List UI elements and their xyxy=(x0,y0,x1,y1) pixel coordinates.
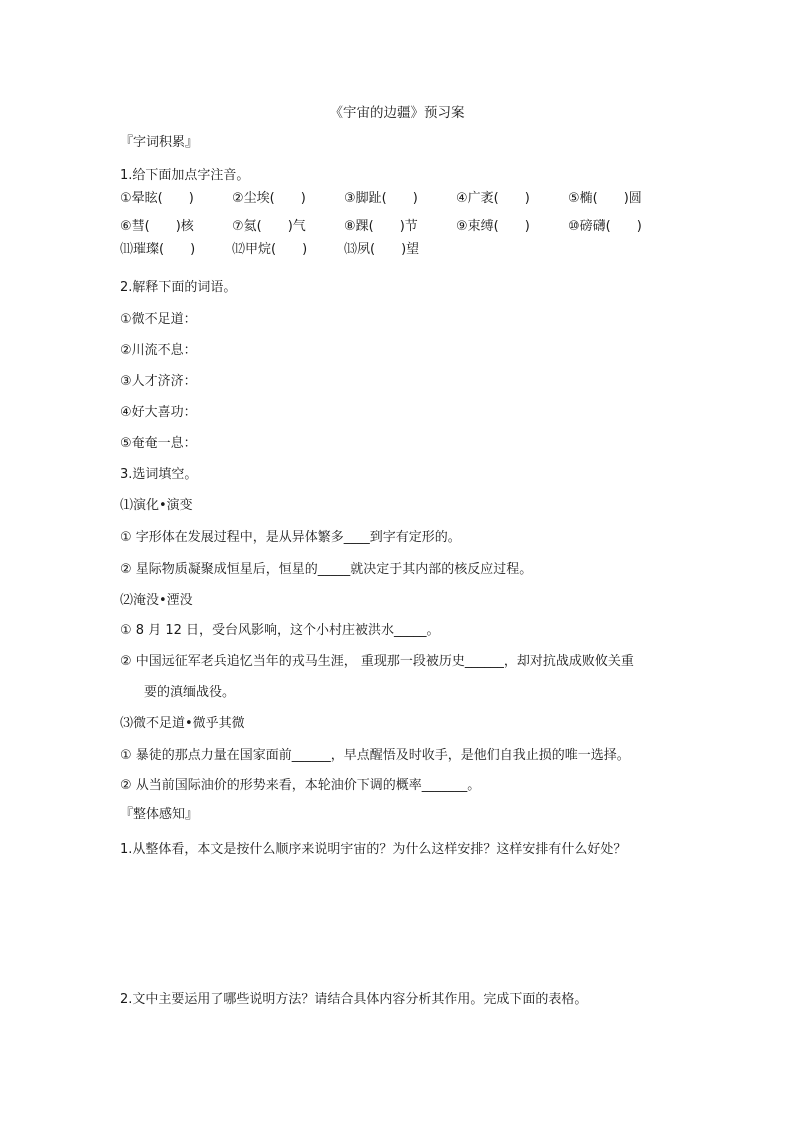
term-item: ③人才济济： xyxy=(120,374,197,389)
pinyin-item: ⑥彗( )核 xyxy=(120,219,194,234)
pinyin-item: ⑩磅礴( ) xyxy=(568,219,642,234)
pinyin-item: ⑨束缚( ) xyxy=(456,219,530,234)
pinyin-item: ⑿甲烷( ) xyxy=(232,242,308,257)
pinyin-item: ④广袤( ) xyxy=(456,191,530,206)
term-item: ①微不足道： xyxy=(120,312,197,327)
word-group-label: ⑶微不足道•微乎其微 xyxy=(120,716,245,731)
overall-question-1: 1.从整体看，本文是按什么顺序来说明宇宙的？为什么这样安排？这样安排有什么好处？ xyxy=(120,842,627,857)
pinyin-item: ⒀夙( )望 xyxy=(344,242,420,257)
pinyin-item: ⑤椭( )圆 xyxy=(568,191,642,206)
fill-blank-sentence: ② 从当前国际油价的形势来看，本轮油价下调的概率_______。 xyxy=(120,778,481,793)
question-1-prompt: 1.给下面加点字注音。 xyxy=(120,168,250,183)
term-item: ④好大喜功： xyxy=(120,405,197,420)
page-title: 《宇宙的边疆》预习案 xyxy=(329,105,465,121)
term-item: ⑤奄奄一息： xyxy=(120,436,197,451)
word-group-label: ⑵淹没•湮没 xyxy=(120,593,193,608)
question-2-prompt: 2.解释下面的词语。 xyxy=(120,280,237,295)
fill-blank-sentence: ② 星际物质凝聚成恒星后，恒星的_____就决定于其内部的核反应过程。 xyxy=(120,562,533,577)
section-heading-vocab: 『字词积累』 xyxy=(120,135,199,150)
pinyin-item: ②尘埃( ) xyxy=(232,191,306,206)
section-heading-overall: 『整体感知』 xyxy=(120,807,199,822)
fill-blank-sentence-continued: 要的滇缅战役。 xyxy=(144,685,236,700)
word-group-label: ⑴演化•演变 xyxy=(120,498,193,513)
pinyin-item: ⑦氦( )气 xyxy=(232,219,306,234)
fill-blank-sentence: ① 暴徒的那点力量在国家面前______，早点醒悟及时收手，是他们自我止损的唯一选择。 xyxy=(120,748,630,763)
overall-question-2: 2.文中主要运用了哪些说明方法？请结合具体内容分析其作用。完成下面的表格。 xyxy=(120,992,588,1007)
question-3-prompt: 3.选词填空。 xyxy=(120,467,198,482)
fill-blank-sentence: ② 中国远征军老兵追忆当年的戎马生涯， 重现那一段被历史______，却对抗战成败攸关重 xyxy=(120,654,634,669)
pinyin-item: ①晕眩( ) xyxy=(120,191,194,206)
pinyin-item: ③脚趾( ) xyxy=(344,191,418,206)
fill-blank-sentence: ① 8 月 12 日，受台风影响，这个小村庄被洪水_____。 xyxy=(120,623,440,638)
term-item: ②川流不息： xyxy=(120,343,197,358)
fill-blank-sentence: ① 字形体在发展过程中，是从异体繁多____到字有定形的。 xyxy=(120,530,461,545)
pinyin-item: ⑾璀璨( ) xyxy=(120,242,196,257)
pinyin-item: ⑧踝( )节 xyxy=(344,219,418,234)
